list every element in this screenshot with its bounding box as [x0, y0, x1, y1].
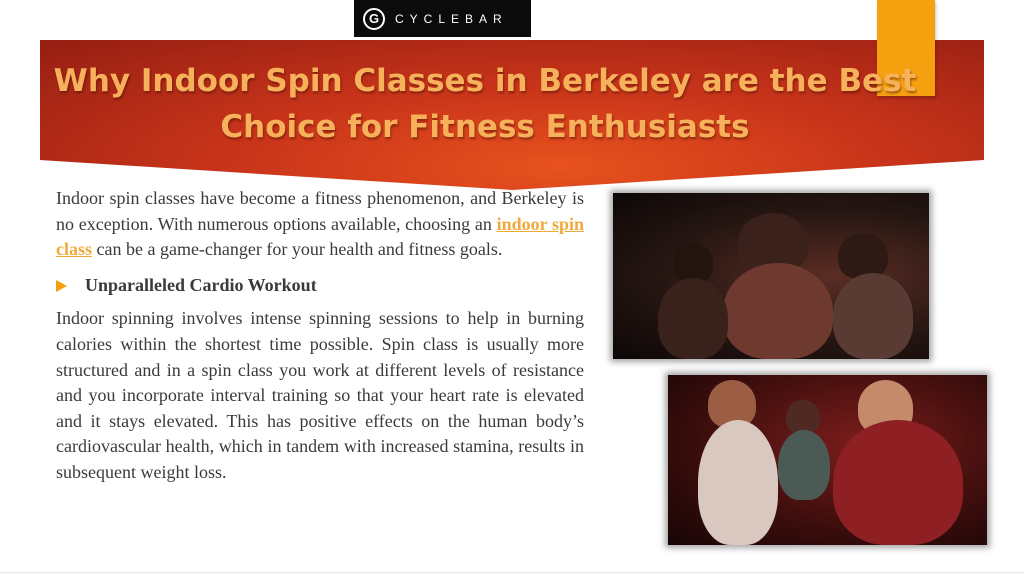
rider-body: [778, 430, 830, 500]
cyclebar-logo-icon: G: [363, 8, 385, 30]
divider: [0, 572, 1024, 573]
rider-body: [833, 420, 963, 545]
body-text: [56, 186, 584, 486]
rider-head: [838, 233, 888, 279]
rider-head: [673, 243, 713, 283]
bullet-item: [56, 273, 584, 299]
rider-head: [786, 400, 820, 434]
spin-class-photo-1: [613, 193, 929, 359]
rider-body: [723, 263, 833, 359]
rider-body: [698, 420, 778, 545]
triangle-bullet-icon: [56, 280, 67, 292]
intro-paragraph: [56, 186, 584, 263]
intro-text-2: can be a game-changer for your health and fitness goals.: [92, 239, 503, 260]
intro-text-1: Indoor spin classes have become a fitness phenomenon, and Berkeley is no exception. With numerous options available, choosing an: [56, 188, 584, 234]
rider-body: [658, 278, 728, 359]
cardio-paragraph: Indoor spinning involves intense spinning sessions to help in burning calories within the shortest time possible. Spin class is usually more structured and in a spin class you work at different levels of resistance and you incorporate interval training so that your heart rate is elevated and it stays elevated. This has positive effects on the human body’s cardiovascular health, which in tandem with increased stamina, results in subsequent weight loss.: [56, 308, 584, 482]
bullet-heading: Unparalleled Cardio Workout: [85, 274, 317, 295]
logo-text: CYCLEBAR: [395, 11, 508, 26]
cyclebar-logo: [354, 0, 531, 37]
rider-body: [833, 273, 913, 359]
spin-class-photo-2: [668, 375, 987, 545]
indoor-spin-class-link[interactable]: indoor spin class: [56, 213, 585, 260]
slide-title: Why Indoor Spin Classes in Berkeley are the Best Choice for Fitness Enthusiasts: [53, 63, 917, 145]
